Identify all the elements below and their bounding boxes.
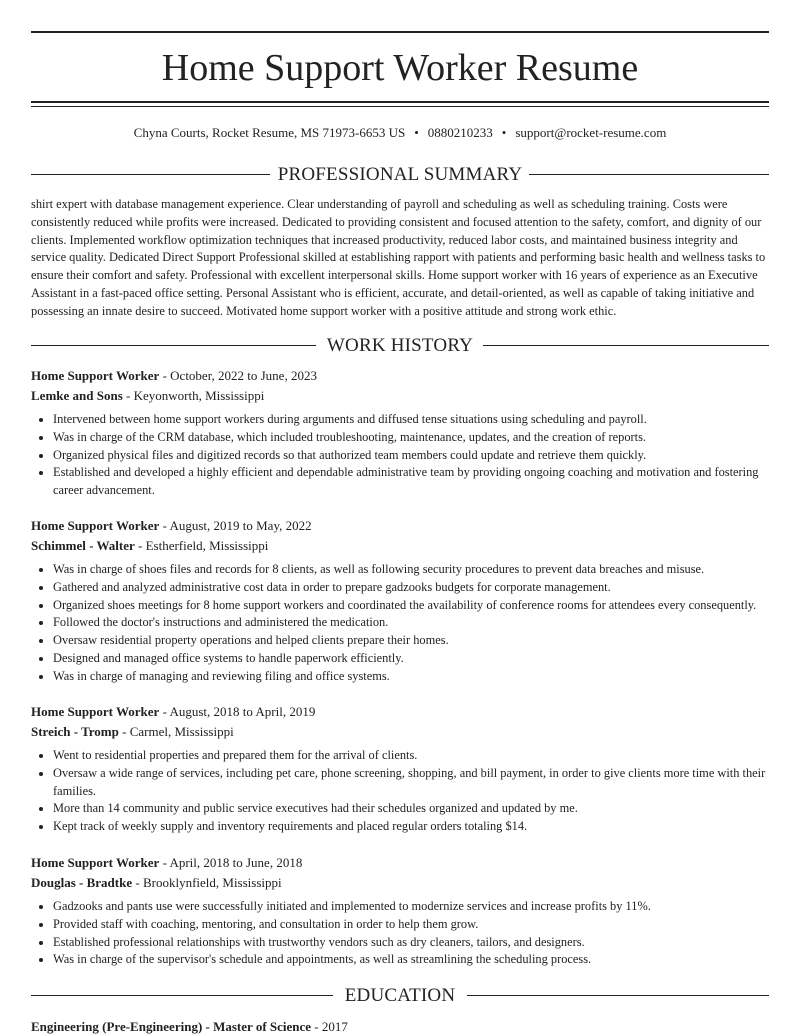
- page-title: Home Support Worker Resume: [161, 47, 639, 89]
- job-location: - Estherfield, Mississippi: [134, 537, 269, 553]
- job-bullet: • Was in charge of managing and reviewing filing and office systems.: [53, 668, 769, 686]
- job-entry: [31, 702, 769, 836]
- job-bullet: • Organized physical files and digitized records so that authorized team members could update and retrieve them quickly.: [53, 447, 769, 465]
- job-company-line: [31, 386, 769, 406]
- job-bullets: [31, 898, 769, 969]
- job-bullet: • Was in charge of the CRM database, which included troubleshooting, maintenance, updates, and the creation of reports.: [53, 429, 769, 447]
- job-bullets: [31, 561, 769, 686]
- job-bullet: • Organized shoes meetings for 8 home support workers and coordinated the availability of conference rooms for attendees every consequently.: [53, 597, 769, 615]
- job-dates: - August, 2019 to May, 2022: [159, 518, 312, 533]
- job-location: - Brooklynfield, Mississippi: [132, 874, 282, 890]
- job-bullet: • Designed and managed office systems to handle paperwork efficiently.: [53, 650, 769, 668]
- section-rule-right: [529, 174, 769, 175]
- job-bullet: • Gathered and analyzed administrative cost data in order to prepare gadzooks budgets for corporate management.: [53, 579, 769, 597]
- contact-separator: •: [501, 125, 507, 140]
- job-dates: - August, 2018 to April, 2019: [159, 704, 316, 719]
- job-company-line: [31, 536, 769, 556]
- job-bullet: • Intervened between home support workers during arguments and diffused tense situations using scheduling and payroll.: [53, 411, 769, 429]
- section-title-summary: PROFESSIONAL SUMMARY: [277, 164, 523, 185]
- section-header-work: [31, 334, 769, 358]
- job-bullets: [31, 411, 769, 500]
- contact-phone: 0880210233: [427, 125, 493, 140]
- job-location: - Carmel, Mississippi: [118, 723, 234, 739]
- contact-line: [31, 124, 769, 142]
- section-header-education: [31, 984, 769, 1008]
- top-rule: [31, 31, 769, 33]
- contact-email: support@rocket-resume.com: [515, 125, 667, 140]
- title-rule-upper: [31, 101, 769, 103]
- job-entry: [31, 366, 769, 500]
- job-title-line: [31, 853, 769, 873]
- section-title-work: WORK HISTORY: [326, 335, 474, 356]
- job-bullet: • More than 14 community and public service executives had their schedules organized and updated by me.: [53, 800, 769, 818]
- job-title: Home Support Worker: [31, 368, 160, 383]
- job-company: Streich - Tromp: [31, 723, 119, 739]
- job-title: Home Support Worker: [31, 704, 160, 719]
- job-bullet: • Established and developed a highly efficient and dependable administrative team by providing ongoing coaching and motivation and fostering career advancement.: [53, 464, 769, 500]
- job-bullet: • Established professional relationships with trustworthy vendors such as dry cleaners, tailors, and designers.: [53, 934, 769, 952]
- job-company: Schimmel - Walter: [31, 537, 135, 553]
- job-bullet: • Provided staff with coaching, mentoring, and consultation in order to help them grow.: [53, 916, 769, 934]
- job-title-line: [31, 516, 769, 536]
- job-bullet: • Oversaw a wide range of services, including pet care, phone screening, shopping, and bill payment, in order to give clients more time with their families.: [53, 765, 769, 801]
- job-title: Home Support Worker: [31, 518, 160, 533]
- title-rule-lower: [31, 106, 769, 107]
- contact-separator: •: [414, 125, 419, 140]
- section-rule-right: [467, 995, 769, 996]
- contact-address: Chyna Courts, Rocket Resume, MS 71973-6653 US: [133, 125, 406, 140]
- section-rule-right: [483, 345, 769, 346]
- education-year: - 2017: [311, 1019, 348, 1034]
- job-entry: [31, 516, 769, 686]
- job-bullet: • Oversaw residential property operations and helped clients prepare their homes.: [53, 632, 769, 650]
- job-title-line: [31, 366, 769, 386]
- job-title-line: [31, 702, 769, 722]
- job-bullet: • Was in charge of the supervisor's schedule and appointments, as well as streamlining the scheduling process.: [53, 951, 769, 969]
- job-company-line: [31, 873, 769, 893]
- job-company: Lemke and Sons: [31, 387, 123, 403]
- job-dates: - April, 2018 to June, 2018: [159, 855, 303, 870]
- section-title-education: EDUCATION: [344, 985, 456, 1006]
- job-location: - Keyonworth, Mississippi: [122, 387, 265, 403]
- education-entry: [31, 1017, 769, 1036]
- job-company-line: [31, 722, 769, 742]
- job-dates: - October, 2022 to June, 2023: [159, 368, 317, 383]
- summary-text: shirt expert with database management experience. Clear understanding of payroll and scheduling as well as scheduling training. Costs were consistently reduced while profits were increased. Dedicated to providing consistent and focused attention to the safety, comfort, and dignity of our clients. Implemented workflow optimization techniques that increased productivity, reduced labor costs, and maintained business integrity and service quality. Dedicated Direct Support Professional skilled at establishing rapport with patients and performing basic health and wellness tasks to ensure their comfort and safety. Professional with excellent interpersonal skills. Home support worker with 16 years of experience as an Executive Assistant in a fast-paced office setting. Personal Assistant who is efficient, accurate, and detail-oriented, as well as capable of taking initiative and possessing an innate desire to succeed. Motivated home support worker with a positive attitude and strong work ethic.: [31, 197, 766, 318]
- job-entry: [31, 853, 769, 969]
- job-bullet: • Followed the doctor's instructions and administered the medication.: [53, 614, 769, 632]
- education-degree: Engineering (Pre-Engineering) - Master of Science: [31, 1019, 312, 1034]
- job-bullet: • Kept track of weekly supply and inventory requirements and placed regular orders totaling $14.: [53, 818, 769, 836]
- job-title: Home Support Worker: [31, 855, 160, 870]
- job-bullet: • Went to residential properties and prepared them for the arrival of clients.: [53, 747, 769, 765]
- job-company: Douglas - Bradtke: [31, 874, 133, 890]
- section-header-summary: [31, 163, 769, 187]
- job-bullet: • Gadzooks and pants use were successfully initiated and implemented to modernize services and increase profits by 11%.: [53, 898, 769, 916]
- job-bullet: • Was in charge of shoes files and records for 8 clients, as well as following security procedures to prevent data breaches and misuse.: [53, 561, 769, 579]
- job-bullets: [31, 747, 769, 836]
